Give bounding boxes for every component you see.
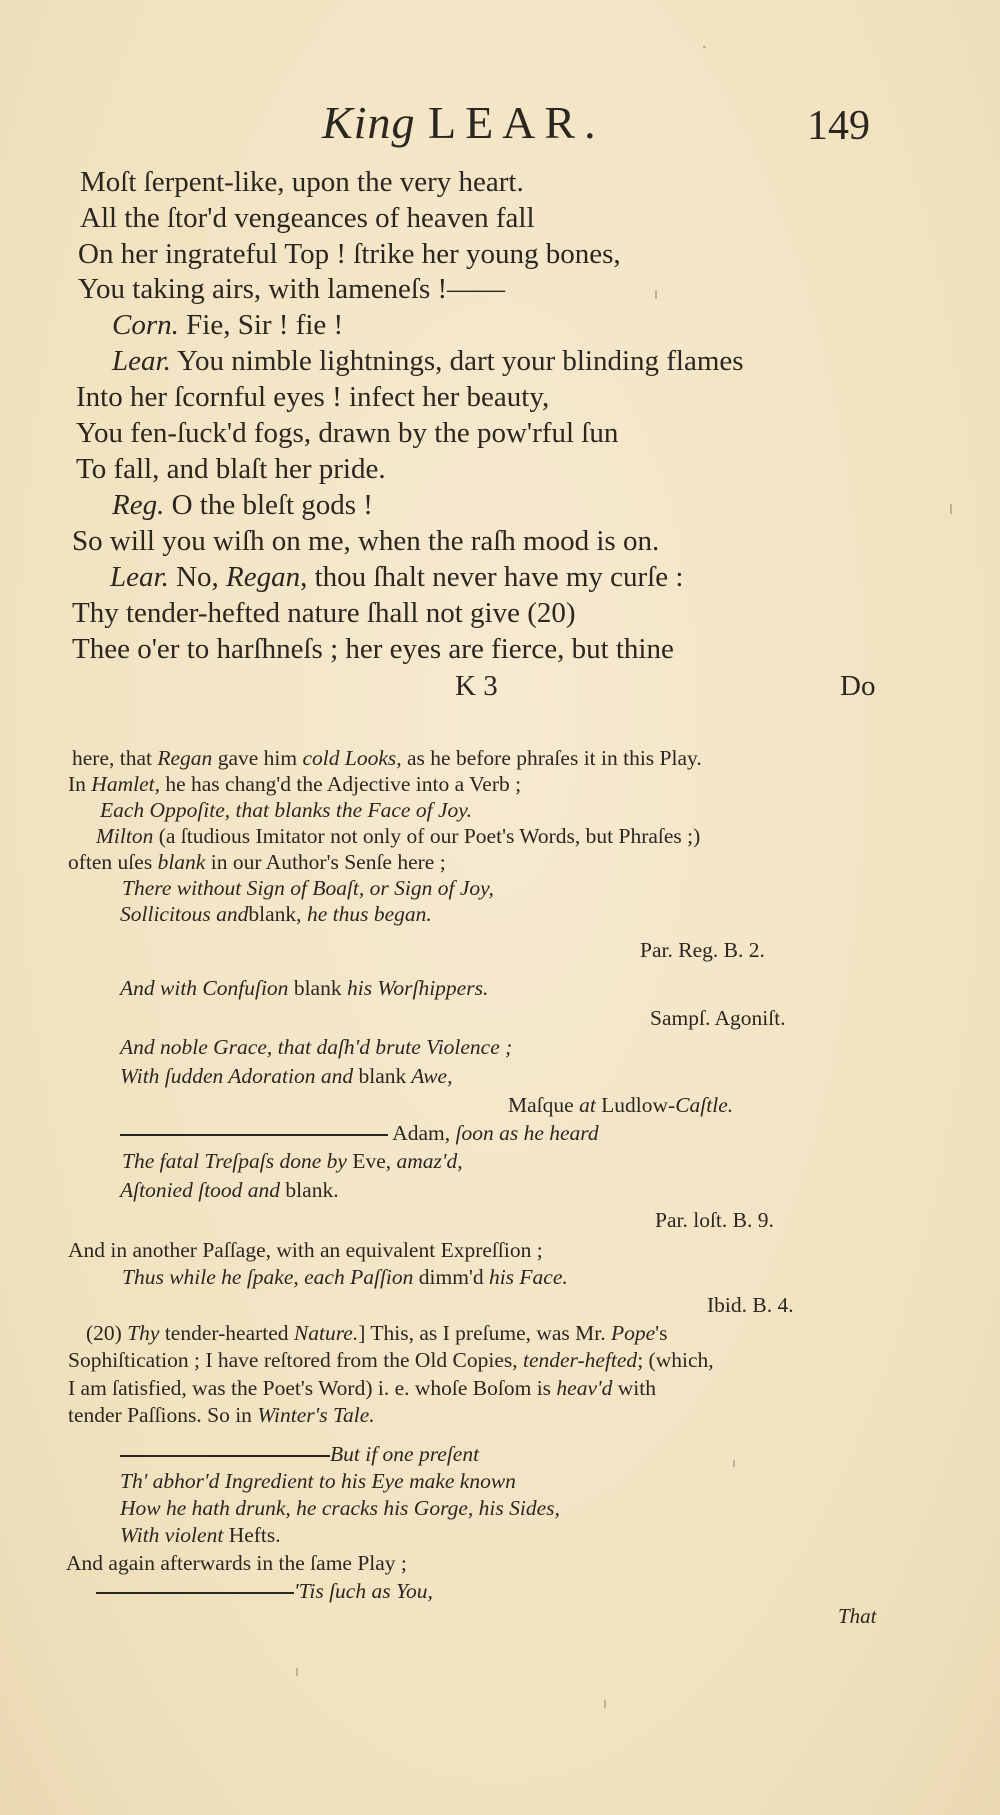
verse-line: Thee o'er to harſhneſs ; her eyes are fierce, but thine [72, 633, 674, 665]
speaker-lear: Lear. [110, 561, 169, 593]
text-run: tender Paſſions. So in [68, 1403, 258, 1427]
text-run: blank [293, 976, 342, 1000]
note-line [120, 901, 432, 927]
note-line [86, 1320, 667, 1346]
text-run: with [612, 1376, 656, 1400]
note-line [120, 1522, 281, 1548]
text-run: amaz'd, [391, 1149, 463, 1173]
text-run: blank [157, 850, 206, 874]
text-run: (a ſtudious Imitator not only of our Poet's Words, but Phraſes ;) [153, 824, 701, 848]
speaker-lear: Lear. [112, 345, 171, 377]
dash-rule [96, 1592, 294, 1594]
text-run: blank [358, 1064, 407, 1088]
speech-text: Fie, Sir ! fie ! [186, 309, 344, 341]
text-run: Each Oppoſite, that blanks the Face of Joy. [100, 798, 472, 822]
text-run: blank, [248, 902, 302, 926]
note-line [68, 1375, 656, 1401]
note-line [68, 771, 521, 797]
text-run: cold Looks, [302, 746, 402, 770]
text-run: his Worſhippers. [341, 976, 489, 1000]
footnote-catchword: That [838, 1604, 877, 1628]
speech-text: , thou ſhalt never have my curſe : [300, 561, 684, 593]
note-citation: Sampſ. Agoniſt. [650, 1006, 786, 1030]
text-run: at [579, 1093, 596, 1117]
verse-line: You taking airs, with lameneſs !—— [78, 273, 506, 305]
paper-speck [703, 46, 706, 48]
speaker-corn: Corn. [112, 309, 179, 341]
text-run: Awe, [406, 1064, 453, 1088]
text-run: How he hath drunk, he cracks his Gorge, his Sides, [120, 1496, 560, 1520]
note-line [68, 1347, 714, 1373]
title-king: King [322, 97, 416, 148]
text-run: Nature. [293, 1321, 359, 1345]
text-run: ; (which, [637, 1348, 714, 1372]
text-run: here, that [72, 746, 158, 770]
dash-rule [120, 1134, 388, 1136]
note-line [122, 1148, 463, 1174]
note-line [120, 1063, 452, 1089]
note-line: And in another Paſſage, with an equivalent Expreſſion ; [68, 1238, 543, 1262]
note-line [120, 1468, 516, 1494]
text-run: Sophiſtication ; I have reſtored from the Old Copies, [68, 1348, 523, 1372]
verse-line: Thy tender-hefted nature ſhall not give (20) [72, 597, 576, 629]
paper-speck [604, 1700, 606, 1708]
text-run: Pope [611, 1321, 656, 1345]
text-run: Milton [96, 824, 154, 848]
text-run: Adam, [392, 1121, 451, 1145]
text-run: 'Tis ſuch as You, [294, 1579, 433, 1603]
text-run: gave him [212, 746, 303, 770]
text-run: Hamlet, [91, 772, 160, 796]
text-run: Winter's Tale. [257, 1403, 375, 1427]
text-run: Thus while he ſpake, each Paſſion [122, 1265, 419, 1289]
text-run: Th' abhor'd Ingredient to his Eye make known [120, 1469, 516, 1493]
note-line [120, 1177, 339, 1203]
note-line [120, 1034, 512, 1060]
text-run: blank. [285, 1178, 339, 1202]
text-run: as he before phraſes it in this Play. [401, 746, 702, 770]
note-line [120, 975, 488, 1001]
verse-line: You fen-ſuck'd fogs, drawn by the pow'rful ſun [76, 417, 619, 449]
running-head [0, 96, 1000, 156]
text-run: In [68, 772, 92, 796]
text-run: he thus began. [301, 902, 432, 926]
text-run: Eve, [352, 1149, 392, 1173]
note-line [120, 1495, 560, 1521]
verse-line: Into her ſcornful eyes ! infect her beauty, [76, 381, 550, 413]
verse-line: To fall, and blaſt her pride. [76, 453, 386, 485]
verse-line: So will you wiſh on me, when the raſh mood is on. [72, 525, 660, 557]
speech-text: You nimble lightnings, dart your blinding flames [177, 345, 744, 377]
text-run: in our Author's Senſe here ; [205, 850, 446, 874]
text-run: his Face. [483, 1265, 568, 1289]
text-run: And with Confuſion [120, 976, 294, 1000]
note-citation: Par. Reg. B. 2. [640, 938, 765, 962]
note-line: And again afterwards in the ſame Play ; [66, 1551, 407, 1575]
note-citation [508, 1092, 733, 1118]
text-run: Sollicitous and [120, 902, 249, 926]
text-run: But if one preſent [330, 1442, 480, 1466]
text-run: Aſtonied ſtood and [120, 1178, 286, 1202]
note-line [120, 1441, 479, 1467]
verse-line: On her ingrateful Top ! ſtrike her young bones, [78, 238, 621, 270]
addressee-regan: Regan [226, 561, 301, 593]
note-line [122, 1264, 568, 1290]
text-run: he has chang'd the Adjective into a Verb ; [159, 772, 522, 796]
note-citation: Par. loſt. B. 9. [655, 1208, 774, 1232]
catchword: Do [840, 670, 876, 702]
verse-line: Moſt ſerpent-like, upon the very heart. [80, 166, 524, 198]
verse-line [112, 308, 343, 342]
verse-line: All the ſtor'd vengeances of heaven fall [80, 202, 535, 234]
title-lear: LEAR. [427, 97, 605, 148]
signature-mark: K 3 [455, 670, 498, 702]
text-run: There without Sign of Boaſt, or Sign of Joy, [122, 876, 494, 900]
paper-speck [296, 1668, 298, 1676]
note-line [68, 849, 446, 875]
text-run: tender-hefted [523, 1348, 638, 1372]
running-head-title [322, 96, 605, 149]
verse-line [112, 488, 373, 522]
text-run: (20) [86, 1321, 128, 1345]
note-line [122, 875, 494, 901]
text-run: ] This, as I preſume, was Mr. [358, 1321, 612, 1345]
paper-speck [950, 504, 952, 514]
speaker-reg: Reg. [112, 489, 165, 521]
text-run: Maſque [508, 1093, 580, 1117]
note-line [96, 1578, 433, 1604]
text-run: Hefts. [228, 1523, 281, 1547]
text-run: Caſtle. [675, 1093, 734, 1117]
text-run: With violent [120, 1523, 229, 1547]
text-run: tender-hearted [159, 1321, 294, 1345]
note-line [100, 797, 472, 823]
speech-text: O the bleſt gods ! [171, 489, 373, 521]
text-run: With ſudden Adoration and [120, 1064, 359, 1088]
text-run: 's [655, 1321, 668, 1345]
verse-line [112, 344, 744, 378]
text-run: often uſes [68, 850, 158, 874]
text-run: And noble Grace, that daſh'd brute Violence ; [120, 1035, 513, 1059]
text-run: I am ſatisfied, was the Poet's Word) i. e. whoſe Boſom is [68, 1376, 557, 1400]
note-citation: Ibid. B. 4. [707, 1293, 794, 1317]
note-line [72, 745, 702, 771]
text-run: heav'd [556, 1376, 613, 1400]
text-run: dimm'd [418, 1265, 484, 1289]
note-line [120, 1120, 599, 1146]
text-run: The fatal Treſpaſs done by [122, 1149, 353, 1173]
note-line [96, 823, 700, 849]
note-line [68, 1402, 375, 1428]
speech-text: No, [176, 561, 227, 593]
text-run: ſoon as he heard [450, 1121, 599, 1145]
text-run: Regan [157, 746, 213, 770]
page-number: 149 [807, 103, 870, 149]
verse-line [110, 560, 683, 594]
paper-speck [655, 290, 657, 299]
dash-rule [120, 1455, 330, 1457]
paper-speck [733, 1460, 735, 1467]
text-run: Ludlow- [595, 1093, 676, 1117]
text-run: Thy [127, 1321, 160, 1345]
